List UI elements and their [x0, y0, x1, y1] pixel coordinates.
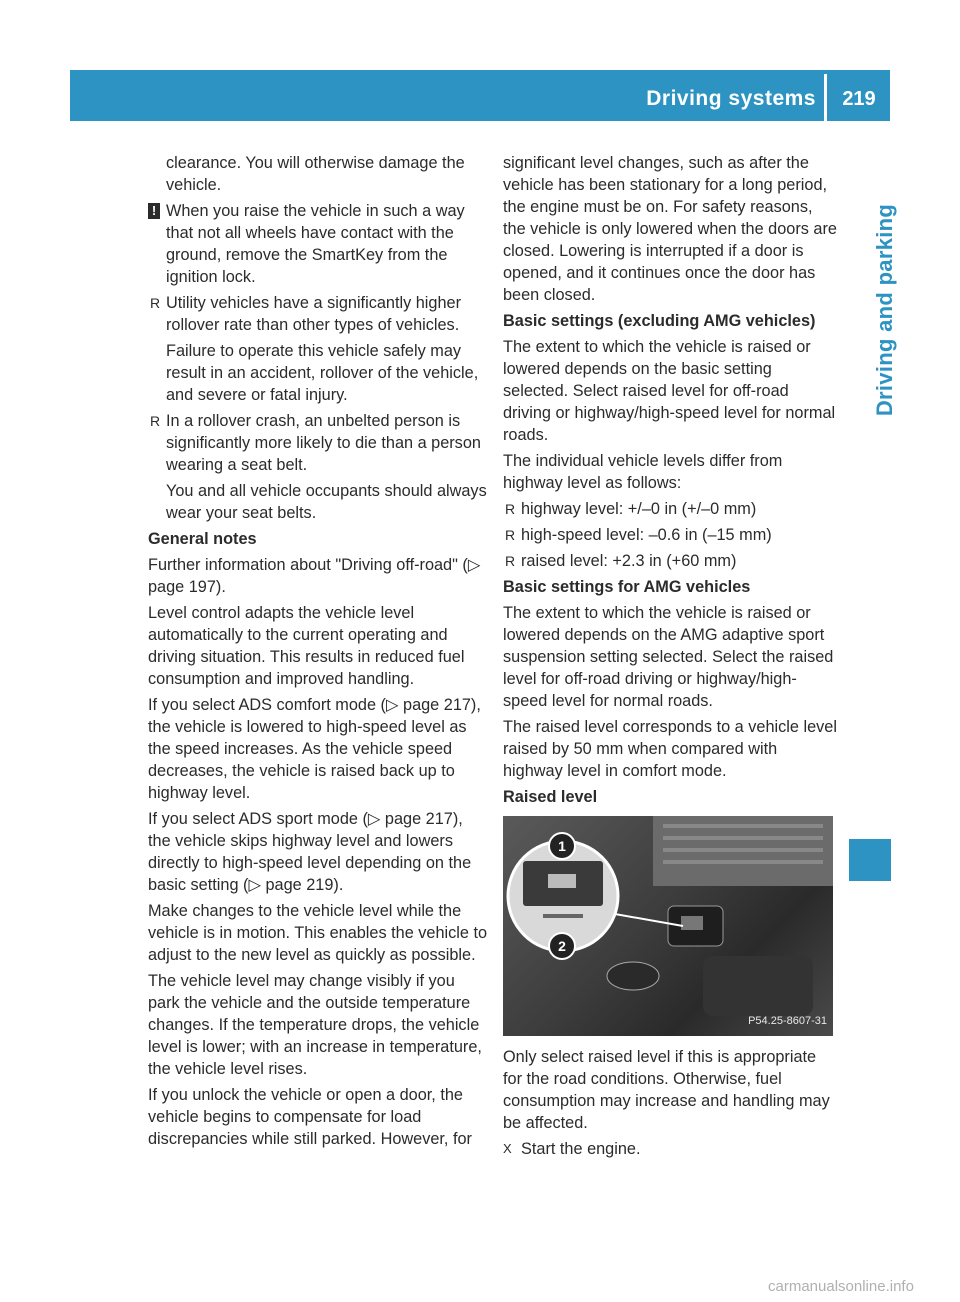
section-title: Driving systems — [646, 87, 816, 110]
indented-paragraph — [148, 340, 488, 406]
text: Further information about "Driving off-road" (▷ page 197). — [148, 556, 481, 596]
text: Basic settings (excluding AMG vehicles) — [503, 312, 816, 330]
side-tab-marker — [849, 839, 891, 881]
text: significant level changes, such as after the vehicle has been stationary for a long period, the engine must be on. For safety reasons, the vehicle is only lowered when the doors are closed. Lowering is interrupted if a door is opened, and it continues once the door has been closed. — [503, 154, 837, 304]
text: General notes — [148, 530, 257, 548]
text: If you select ADS comfort mode (▷ page 217), the vehicle is lowered to high-speed level as the speed increases. As the vehicle speed decreases, the vehicle is raised back up to highway level. — [148, 696, 481, 802]
side-section-label — [852, 160, 897, 740]
paragraph — [148, 1084, 488, 1150]
paragraph — [148, 808, 488, 896]
text: The vehicle level may change visibly if you park the vehicle and the outside temperature changes. If the temperature drops, the vehicle level is lower; with an increase in temperature, the vehicle level rises. — [148, 972, 482, 1078]
text: clearance. You will otherwise damage the vehicle. — [166, 154, 465, 194]
text: The extent to which the vehicle is raised or lowered depends on the AMG adaptive sport suspension setting selected. Select the raised level for off-road driving or highway/high-speed level for normal roads. — [503, 604, 834, 710]
paragraph — [503, 1046, 838, 1134]
side-section-text: Driving and parking — [872, 203, 897, 417]
bullet-item — [503, 498, 838, 520]
text: You and all vehicle occupants should always wear your seat belts. — [166, 482, 487, 522]
indented-paragraph — [148, 152, 488, 196]
paragraph — [148, 554, 488, 598]
text: The individual vehicle levels differ from highway level as follows: — [503, 452, 783, 492]
text: If you unlock the vehicle or open a door, the vehicle begins to compensate for load discrepancies while still parked. However, for — [148, 1086, 472, 1148]
callout-2: 2 — [548, 932, 576, 960]
section-heading — [503, 576, 838, 598]
text: The raised level corresponds to a vehicle level raised by 50 mm when compared with highway level in comfort mode. — [503, 718, 837, 780]
text: Start the engine. — [521, 1140, 641, 1158]
text: raised level: +2.3 in (+60 mm) — [521, 552, 737, 570]
bullet-item — [503, 524, 838, 546]
step-arrow-icon: X — [503, 1141, 512, 1156]
text: Basic settings for AMG vehicles — [503, 578, 751, 596]
header-divider — [824, 74, 827, 121]
section-heading — [503, 310, 838, 332]
text: Utility vehicles have a significantly higher rollover rate than other types of vehicles. — [166, 294, 462, 334]
paragraph — [148, 970, 488, 1080]
text: If you select ADS sport mode (▷ page 217), the vehicle skips highway level and lowers directly to high-speed level depending on the basic setting (▷ page 219). — [148, 810, 472, 894]
bullet-item — [148, 410, 488, 476]
text: Make changes to the vehicle level while the vehicle is in motion. This enables the vehicle to adjust to the new level as quickly as possible. — [148, 902, 488, 964]
paragraph — [148, 694, 488, 804]
footer-site: carmanualsonline.info — [768, 1278, 914, 1295]
paragraph — [503, 152, 838, 306]
paragraph — [148, 900, 488, 966]
bullet-icon: R — [505, 553, 516, 569]
bullet-icon: R — [150, 413, 161, 429]
left-column — [148, 152, 488, 1154]
paragraph — [503, 336, 838, 446]
header-bar — [70, 70, 890, 121]
right-column — [503, 152, 838, 1164]
warning-icon: ! — [148, 203, 160, 219]
text: In a rollover crash, an unbelted person is significantly more likely to die than a person wearing a seat belt. — [166, 412, 481, 474]
bullet-item — [503, 550, 838, 572]
paragraph — [148, 602, 488, 690]
bullet-icon: R — [505, 501, 516, 517]
text: When you raise the vehicle in such a way that not all wheels have contact with the ground, remove the SmartKey from the ignition lock. — [166, 202, 465, 286]
text: high-speed level: –0.6 in (–15 mm) — [521, 526, 772, 544]
bullet-item — [148, 292, 488, 336]
paragraph — [503, 450, 838, 494]
section-heading — [503, 786, 838, 808]
raised-level-figure — [503, 816, 833, 1036]
page-number: 219 — [842, 88, 876, 110]
indented-paragraph — [148, 480, 488, 524]
paragraph — [503, 602, 838, 712]
instruction-step — [503, 1138, 838, 1160]
bullet-icon: R — [150, 295, 161, 311]
text: The extent to which the vehicle is raised or lowered depends on the basic setting selected. Select raised level for off-road driving or highway/high-speed level for normal roads. — [503, 338, 836, 444]
bullet-icon: R — [505, 527, 516, 543]
paragraph — [503, 716, 838, 782]
figure-credit: P54.25-8607-31 — [748, 1015, 827, 1027]
warning-note — [148, 200, 488, 288]
text: Level control adapts the vehicle level automatically to the current operating and driving situation. This results in reduced fuel consumption and improved handling. — [148, 604, 465, 688]
section-heading — [148, 528, 488, 550]
text: Failure to operate this vehicle safely may result in an accident, rollover of the vehicle, and severe or fatal injury. — [166, 342, 479, 404]
callout-1: 1 — [548, 832, 576, 860]
text: Only select raised level if this is appropriate for the road conditions. Otherwise, fuel consumption may increase and handling may be affected. — [503, 1048, 830, 1132]
text: Raised level — [503, 788, 598, 806]
text: highway level: +/–0 in (+/–0 mm) — [521, 500, 757, 518]
